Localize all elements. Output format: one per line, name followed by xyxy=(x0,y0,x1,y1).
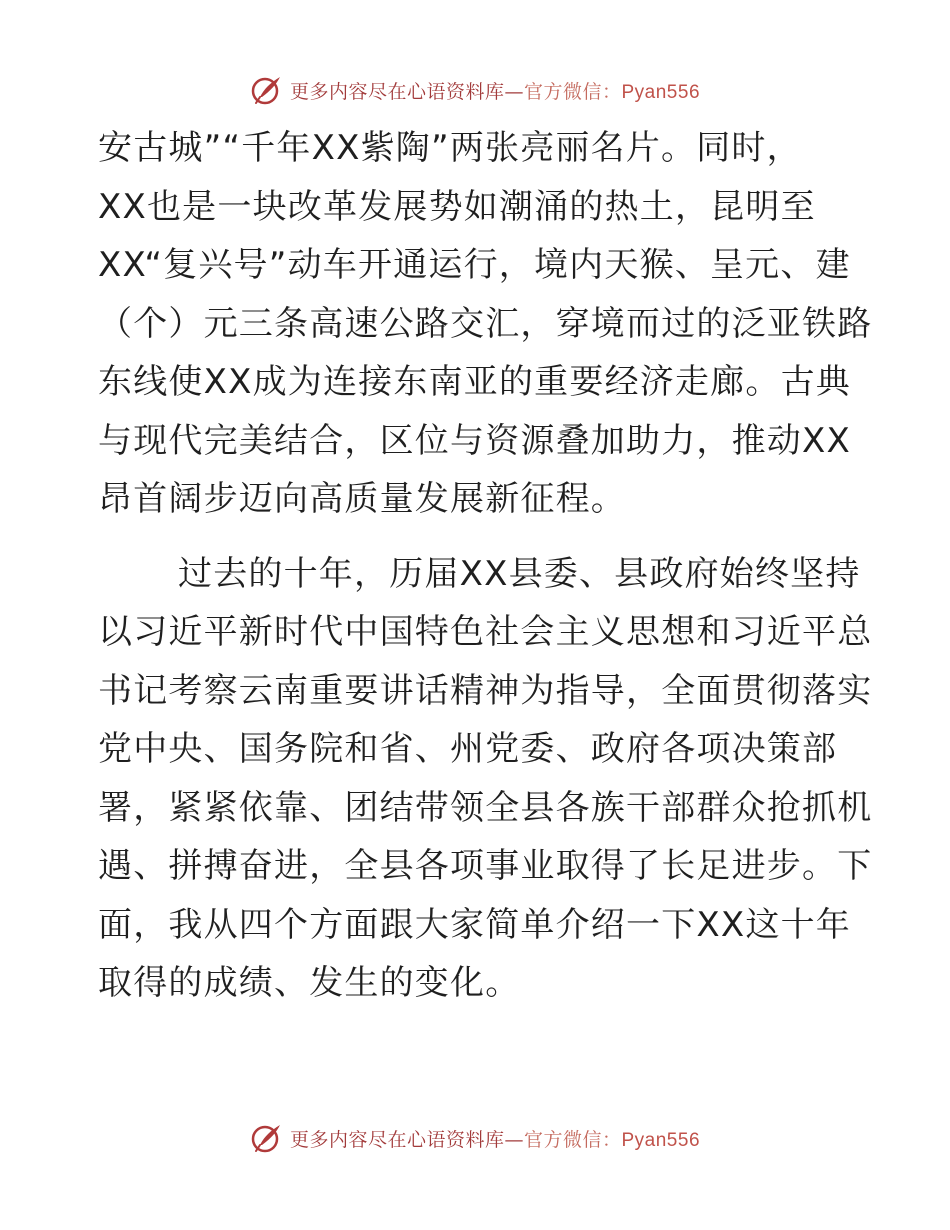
paragraph-2 xyxy=(98,545,873,1013)
text-line: 安古城”“千年XX紫陶”两张亮丽名片。同时， xyxy=(98,128,802,168)
watermark-main-text: 更多内容尽在心语资料库 xyxy=(289,80,505,103)
text-line: 与现代完美结合，区位与资源叠加助力，推动XX xyxy=(98,420,851,461)
text-line: 过去的十年，历届XX县委、县政府始终坚持 xyxy=(178,553,861,594)
watermark-dash: — xyxy=(504,80,524,103)
watermark-wechat-id: Pyan556 xyxy=(621,81,701,103)
watermark-wechat-label: 官方微信： xyxy=(523,80,622,103)
footer-watermark xyxy=(0,1118,950,1158)
paragraph-1 xyxy=(98,119,873,529)
watermark-dash: — xyxy=(504,1128,524,1151)
quill-logo-icon xyxy=(250,73,284,107)
text-line: 昂首阔步迈向高质量发展新征程。 xyxy=(98,479,626,519)
text-line: 署，紧紧依靠、团结带领全县各族干部群众抢抓机 xyxy=(98,787,873,828)
quill-logo-icon xyxy=(250,1121,284,1155)
text-line: 以习近平新时代中国特色社会主义思想和习近平总 xyxy=(98,612,873,652)
body-text xyxy=(98,119,873,1013)
text-line: 书记考察云南重要讲话精神为指导，全面贯彻落实 xyxy=(98,670,873,711)
text-line: XX也是一块改革发展势如潮涌的热土，昆明至 xyxy=(98,186,816,227)
header-watermark xyxy=(0,70,950,110)
text-line: 取得的成绩、发生的变化。 xyxy=(98,963,521,1003)
text-line: 面，我从四个方面跟大家简单介绍一下XX这十年 xyxy=(98,904,851,945)
text-line: 遇、拼搏奋进，全县各项事业取得了长足进步。下 xyxy=(98,846,873,886)
watermark-main-text: 更多内容尽在心语资料库 xyxy=(289,1128,505,1151)
watermark-wechat-label: 官方微信： xyxy=(523,1128,622,1151)
watermark-wechat-id: Pyan556 xyxy=(621,1129,701,1151)
text-line: 东线使XX成为连接东南亚的重要经济走廊。古典 xyxy=(98,362,851,402)
text-line: XX“复兴号”动车开通运行，境内天猴、呈元、建 xyxy=(98,245,851,285)
text-line: （个）元三条高速公路交汇，穿境而过的泛亚铁路 xyxy=(98,303,873,344)
text-line: 党中央、国务院和省、州党委、政府各项决策部 xyxy=(98,729,838,769)
